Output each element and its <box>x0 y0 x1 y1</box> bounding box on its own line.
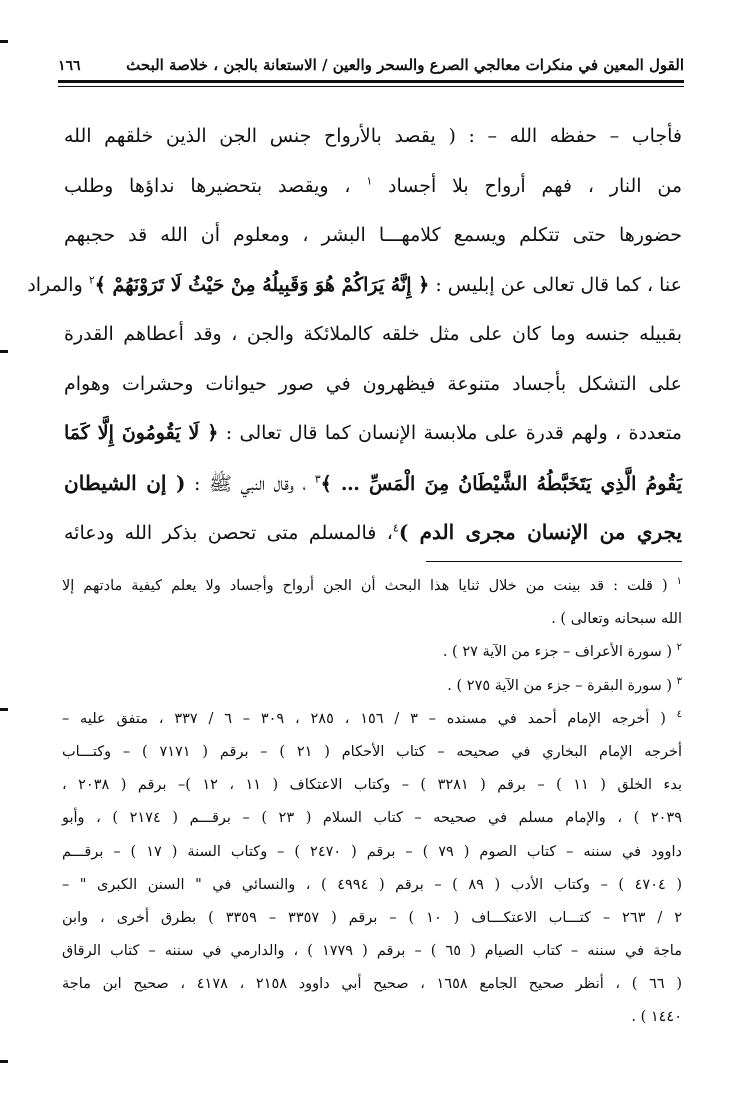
footnote-marker: ٣ <box>314 472 321 486</box>
footnote-line <box>62 769 682 802</box>
text-run: ( قلت : قد بينت من خلال ثنايا هذا البحث أن الجن أرواح وأجساد ولا يعلم كيفية مادتهم إلا <box>62 578 677 594</box>
text-run: حضورها حتى تتكلم ويسمع كلامهـــا البشر ، ومعلوم أن الله قد حجبهم <box>64 224 682 246</box>
footnote-marker: ٤ <box>392 521 399 535</box>
body-line <box>64 459 682 509</box>
text-run: ، ويقصد بتحضيرها نداؤها وطلب <box>64 174 367 197</box>
text-run: الله سبحانه وتعالى ) . <box>551 611 682 628</box>
footnote-line <box>62 1001 682 1034</box>
text-run: متعددة ، ولهم قدرة على ملابسة الإنسان كما قال تعالى : <box>218 422 682 444</box>
body-line <box>64 112 682 162</box>
text-run: ( ٤٧٠٤ ) – وكتاب الأدب ( ٨٩ ) – برقم ( ٤٩٩٤ ) ، والنسائي في " السنن الكبرى " – <box>62 876 682 893</box>
footnote-line <box>62 836 682 869</box>
text-run: ( سورة البقرة – جزء من الآية ٢٧٥ ) . <box>447 677 677 694</box>
text-run: من النار ، فهم أرواح بلا أجساد <box>372 174 682 197</box>
quran-verse: ﴿ لَا يَقُومُونَ إِلَّا كَمَا <box>64 422 219 444</box>
body-line <box>64 409 682 459</box>
text-run: ( سورة الأعراف – جزء من الآية ٢٧ ) . <box>442 644 677 661</box>
hadith-text: يجري من الإنسان مجرى الدم ) <box>398 520 682 544</box>
footnote-marker: ٢ <box>676 642 682 654</box>
text-run: عنا ، كما قال تعالى عن إبليس : <box>429 273 682 296</box>
footnote-line <box>62 736 682 769</box>
footnote-line <box>62 802 682 835</box>
quran-verse: يَقُومُ الَّذِي يَتَخَبَّطُهُ الشَّيْطَانُ مِنَ الْمَسِّ … ﴾ <box>320 472 683 495</box>
page-number: ١٦٦ <box>58 58 81 74</box>
footnote-line <box>62 935 682 968</box>
text-run: بدء الخلق ( ١١ ) – برقم ( ٣٢٨١ ) – وكتاب الاعتكاف ( ١١ ، ١٢ )– برقم ( ٢٠٣٨ ، <box>62 777 682 794</box>
body-line <box>64 360 682 410</box>
scan-edge-mark <box>0 40 8 43</box>
header-title: القول المعين في منكرات معالجي الصرع والسحر والعين / الاستعانة بالجن ، خلاصة البحث <box>126 56 684 74</box>
body-line <box>64 211 682 261</box>
footnote-line <box>62 570 682 603</box>
footnote-line <box>62 703 682 736</box>
body-line <box>27 261 682 311</box>
text-run: والمراد <box>27 273 89 296</box>
footnote-marker: ٢ <box>88 273 95 287</box>
footnote-marker: ٣ <box>676 675 682 687</box>
footnote-line <box>62 869 682 902</box>
text-run: بقبيله جنسه وما كان على مثل خلقه كالملائكة والجن ، وقد أعطاهم القدرة <box>64 323 682 345</box>
text-run: ١٤٤٠ ) . <box>631 1009 682 1026</box>
footnote-line <box>62 968 682 1001</box>
footnote-line <box>62 902 682 935</box>
footnote-line <box>62 670 682 703</box>
text-run: ماجة في سننه – كتاب الصيام ( ٦٥ ) – برقم ( ١٧٧٩ ) ، والدارمي في سننه – كتاب الرقاق <box>62 943 682 960</box>
footnote-marker: ١ <box>676 576 682 588</box>
text-run: أخرجه الإمام البخاري في صحيحه – كتاب الأحكام ( ٢١ ) – برقم ( ٧١٧١ ) – وكتـــاب <box>62 743 682 760</box>
text-run: ( ٦٦ ) ، أنظر صحيح الجامع ١٦٥٨ ، صحيح أبي داوود ٢١٥٨ ، ٤١٧٨ ، صحيح ابن ماجة <box>62 976 682 993</box>
scan-edge-mark <box>0 708 8 711</box>
footnote-marker: ١ <box>366 174 373 188</box>
footnotes <box>62 570 682 1035</box>
body-line <box>64 508 682 558</box>
text-run: ، وقال النبي ﷺ : <box>185 472 315 495</box>
scan-edge-mark <box>0 1060 8 1063</box>
footnote-marker: ٤ <box>676 708 683 720</box>
text-run: ( أخرجه الإمام أحمد في مسنده – ٣ / ١٥٦ ، ٢٨٥ ، ٣٠٩ – ٦ / ٣٣٧ ، متفق عليه – <box>62 710 677 727</box>
footnote-line <box>62 603 682 636</box>
running-header <box>58 40 684 74</box>
body-line <box>64 310 682 360</box>
text-run: على التشكل بأجساد متنوعة فيظهرون في صور حيوانات وحشرات وهوام <box>64 372 682 395</box>
footnote-separator <box>426 561 682 562</box>
text-run: فأجاب – حفظه الله – : ( يقصد بالأرواح جنس الجن الذين خلقهم الله <box>64 125 682 147</box>
header-rule-thin <box>58 86 684 87</box>
hadith-text: ( إن الشيطان <box>64 470 186 495</box>
scan-edge-mark <box>0 350 8 353</box>
text-run: ٢ / ٢٦٣ – كتـــاب الاعتكـــاف ( ١٠ ) – برقم ( ٣٣٥٧ – ٣٣٥٩ ) بطرق أخرى ، وابن <box>62 909 682 926</box>
text-run: ٢٠٣٩ ) ، والإمام مسلم في صحيحه – كتاب السلام ( ٢٣ ) – برقـــم ( ٢١٧٤ ) ، وأبو <box>62 810 682 827</box>
footnote-line <box>62 636 682 669</box>
text-run: داوود في سننه – كتاب الصوم ( ٧٩ ) – برقم ( ٢٤٧٠ ) – وكتاب السنة ( ١٧ ) – برقـــم <box>62 843 682 860</box>
quran-verse: ﴿ إِنَّهُ يَرَاكُمْ هُوَ وَقَبِيلُهُ مِنْ حَيْثُ لَا تَرَوْنَهُمْ ﴾ <box>94 273 430 296</box>
text-run: ، فالمسلم متى تحصن بذكر الله ودعائه <box>64 522 393 544</box>
header-rule-thick <box>58 80 684 83</box>
main-text <box>27 112 683 558</box>
body-line <box>64 162 682 212</box>
